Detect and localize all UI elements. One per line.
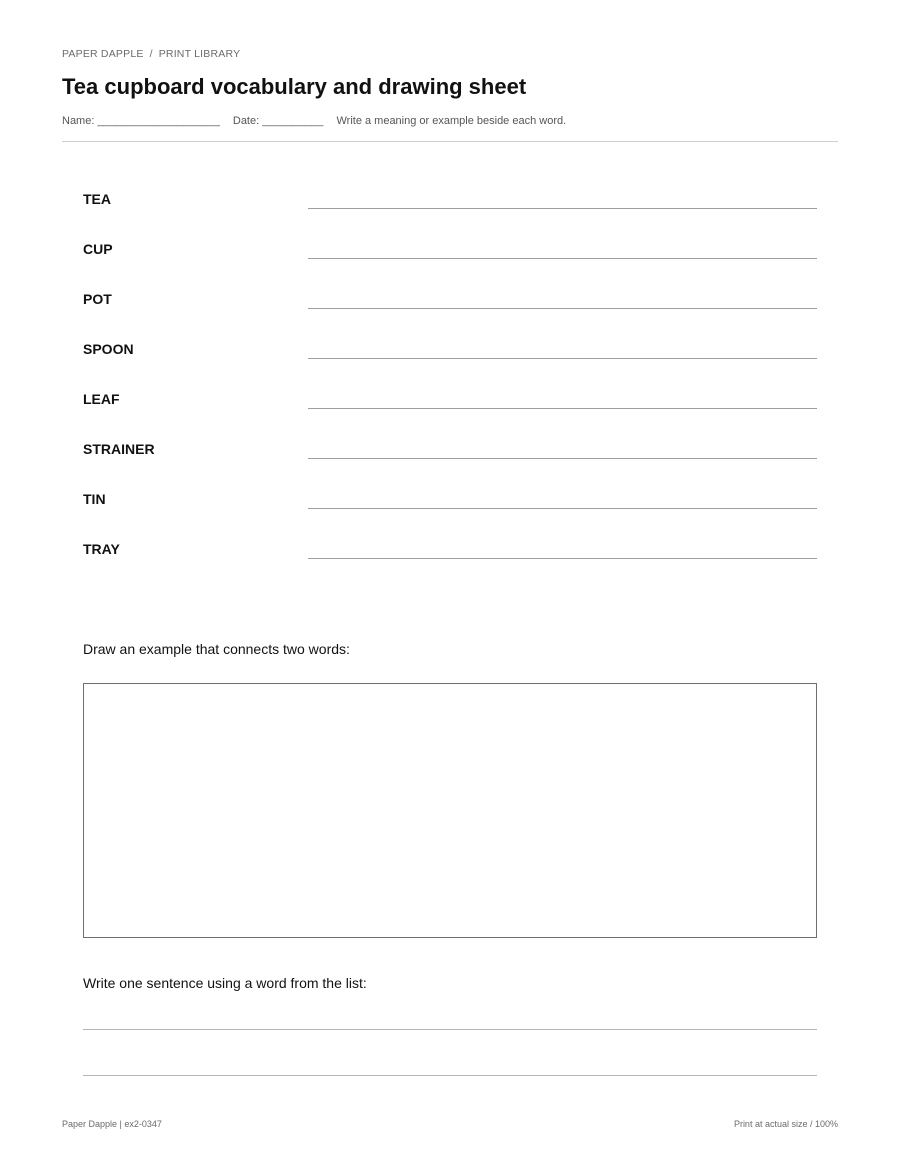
vocab-word: POT: [83, 291, 112, 307]
date-field: Date: __________: [232, 115, 324, 127]
name-field: Name: ____________________: [62, 115, 220, 127]
sentence-line: [83, 1029, 817, 1030]
vocab-row: [83, 441, 817, 471]
vocab-row: [83, 191, 817, 221]
sentence-prompt: Write one sentence using a word from the list:: [83, 975, 367, 991]
vocab-word: TRAY: [83, 541, 120, 557]
instruction-text: Write a meaning or example beside each word.: [336, 115, 567, 127]
header-divider: [62, 141, 838, 142]
vocab-word: TIN: [83, 491, 106, 507]
drawing-box: [83, 683, 817, 938]
answer-line: [308, 358, 817, 359]
breadcrumb-separator: /: [149, 48, 153, 60]
answer-line: [308, 258, 817, 259]
breadcrumb-section: PRINT LIBRARY: [158, 48, 241, 60]
footer-print-note: Print at actual size / 100%: [733, 1119, 838, 1129]
answer-line: [308, 458, 817, 459]
answer-line: [308, 408, 817, 409]
worksheet-meta: [62, 115, 576, 127]
breadcrumb: [62, 48, 240, 60]
vocab-row: [83, 491, 817, 521]
answer-line: [308, 208, 817, 209]
vocab-word: SPOON: [83, 341, 134, 357]
answer-line: [308, 558, 817, 559]
answer-line: [308, 508, 817, 509]
vocab-word: TEA: [83, 191, 111, 207]
draw-prompt: Draw an example that connects two words:: [83, 641, 350, 657]
vocab-row: [83, 291, 817, 321]
footer-id: Paper Dapple | ex2-0347: [62, 1119, 162, 1129]
vocab-word: CUP: [83, 241, 113, 257]
vocab-row: [83, 241, 817, 271]
vocab-row: [83, 391, 817, 421]
vocab-row: [83, 541, 817, 571]
vocab-row: [83, 341, 817, 371]
page-title: Tea cupboard vocabulary and drawing sheet: [62, 74, 527, 99]
vocab-word: STRAINER: [83, 441, 155, 457]
breadcrumb-brand: PAPER DAPPLE: [62, 48, 144, 60]
vocab-word: LEAF: [83, 391, 120, 407]
sentence-line: [83, 1075, 817, 1076]
answer-line: [308, 308, 817, 309]
